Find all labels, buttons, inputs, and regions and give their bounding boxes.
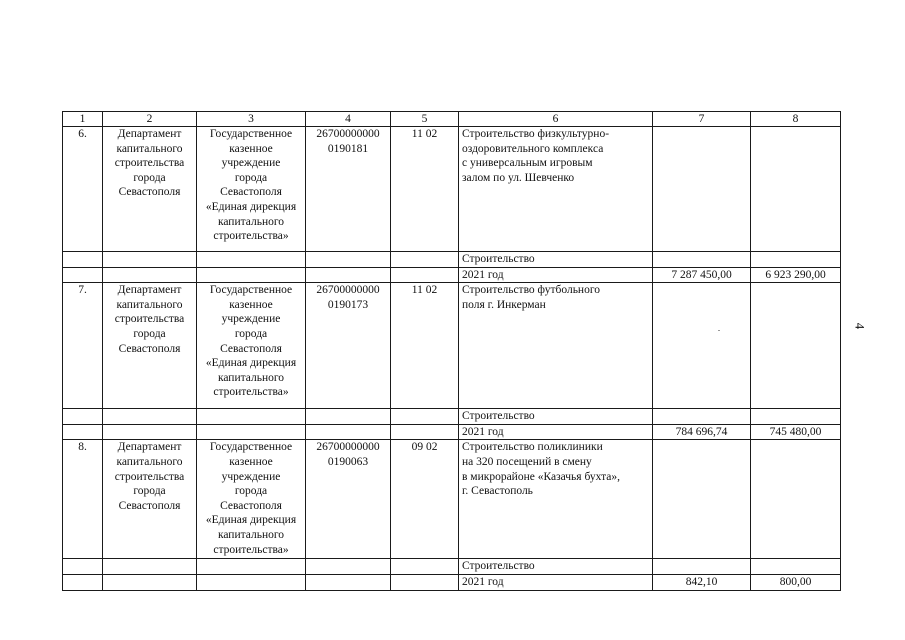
row-number: 6.: [63, 127, 103, 252]
recipient-line: Севастополя: [220, 499, 282, 512]
department-line: строительства: [114, 313, 185, 326]
code-cell: [306, 127, 391, 252]
recipient-line: города: [234, 485, 268, 498]
empty-cell: [63, 409, 103, 425]
recipient-line: казенное: [229, 455, 273, 468]
code-line: 0190173: [327, 298, 369, 311]
empty-cell: [306, 267, 391, 283]
object-cell: [459, 127, 653, 252]
object-line: с универсальным игровым: [462, 157, 593, 170]
empty-cell: [391, 252, 459, 268]
empty-cell: [103, 267, 197, 283]
empty-cell: [751, 559, 841, 575]
recipient-line: «Единая дирекция: [205, 200, 297, 213]
table-row: [63, 424, 841, 440]
code-line: 0190181: [327, 142, 369, 155]
empty-cell: [63, 267, 103, 283]
table-row: [63, 283, 841, 409]
object-line: поля г. Инкерман: [462, 298, 546, 311]
object-line: залом по ул. Шевченко: [462, 171, 575, 184]
table-row: [63, 574, 841, 590]
header-col-5: 5: [391, 112, 459, 127]
amount-col8-empty: [751, 283, 841, 409]
work-type-cell: Строительство: [459, 409, 653, 425]
empty-cell: [391, 267, 459, 283]
recipient-line: «Единая дирекция: [205, 357, 297, 370]
empty-cell: [197, 559, 306, 575]
recipient-cell: [197, 127, 306, 252]
recipient-line: капитального: [217, 371, 285, 384]
department-line: Департамент: [117, 284, 182, 297]
header-col-1: 1: [63, 112, 103, 127]
amount-col7: 7 287 450,00: [653, 267, 751, 283]
empty-cell: [391, 574, 459, 590]
table-row: [63, 252, 841, 268]
amount-col7-empty: [653, 440, 751, 559]
department-line: города: [133, 171, 166, 184]
amount-col7: 842,10: [653, 574, 751, 590]
department-cell: [103, 440, 197, 559]
recipient-line: города: [234, 327, 268, 340]
section-cell: 11 02: [391, 283, 459, 409]
code-cell: [306, 440, 391, 559]
object-line: г. Севастополь: [462, 485, 533, 498]
department-line: города: [133, 485, 166, 498]
department-cell: [103, 283, 197, 409]
recipient-line: города: [234, 171, 268, 184]
recipient-line: Государственное: [209, 128, 293, 140]
empty-cell: [103, 574, 197, 590]
empty-cell: [197, 409, 306, 425]
table-row: [63, 559, 841, 575]
recipient-line: строительства»: [213, 386, 289, 399]
empty-cell: [306, 424, 391, 440]
empty-cell: [197, 424, 306, 440]
recipient-line: Севастополя: [220, 186, 282, 199]
row-number: 7.: [63, 283, 103, 409]
department-line: капитального: [116, 455, 183, 468]
code-line: 26700000000: [316, 441, 380, 454]
header-col-2: 2: [103, 112, 197, 127]
recipient-line: учреждение: [221, 313, 281, 326]
empty-cell: [197, 267, 306, 283]
code-line: 26700000000: [316, 284, 380, 297]
year-cell: 2021 год: [459, 267, 653, 283]
table-row: [63, 440, 841, 559]
department-line: Департамент: [117, 441, 182, 454]
empty-cell: [103, 409, 197, 425]
recipient-line: «Единая дирекция: [205, 514, 297, 527]
scan-speck: [718, 330, 720, 331]
recipient-line: учреждение: [221, 470, 281, 483]
code-line: 26700000000: [316, 128, 380, 140]
empty-cell: [197, 252, 306, 268]
recipient-line: капитального: [217, 215, 285, 228]
object-line: на 320 посещений в смену: [462, 455, 592, 468]
work-type-cell: Строительство: [459, 559, 653, 575]
empty-cell: [391, 559, 459, 575]
department-line: Севастополя: [118, 342, 181, 355]
department-line: города: [133, 327, 166, 340]
table-row: [63, 409, 841, 425]
recipient-line: Севастополя: [220, 342, 282, 355]
recipient-line: капитального: [217, 528, 285, 541]
amount-col8: 800,00: [751, 574, 841, 590]
object-line: Строительство поликлиники: [462, 441, 603, 454]
year-cell: 2021 год: [459, 574, 653, 590]
header-col-3: 3: [197, 112, 306, 127]
amount-col7-empty: [653, 127, 751, 252]
department-line: капитального: [116, 142, 183, 155]
object-cell: [459, 283, 653, 409]
object-line: в микрорайоне «Казачья бухта»,: [462, 470, 620, 483]
department-line: Севастополя: [118, 499, 181, 512]
object-line: Строительство футбольного: [462, 284, 601, 297]
empty-cell: [391, 424, 459, 440]
budget-table: [62, 111, 841, 591]
empty-cell: [653, 409, 751, 425]
object-cell: [459, 440, 653, 559]
empty-cell: [391, 409, 459, 425]
page-number: 4: [852, 322, 868, 330]
empty-cell: [103, 424, 197, 440]
empty-cell: [751, 252, 841, 268]
empty-cell: [306, 559, 391, 575]
empty-cell: [103, 252, 197, 268]
empty-cell: [63, 252, 103, 268]
header-col-7: 7: [653, 112, 751, 127]
department-line: строительства: [114, 157, 185, 170]
recipient-line: казенное: [229, 298, 273, 311]
amount-col7: 784 696,74: [653, 424, 751, 440]
department-cell: [103, 127, 197, 252]
recipient-cell: [197, 283, 306, 409]
empty-cell: [103, 559, 197, 575]
header-col-4: 4: [306, 112, 391, 127]
year-cell: 2021 год: [459, 424, 653, 440]
section-cell: 11 02: [391, 127, 459, 252]
department-line: Севастополя: [118, 186, 181, 199]
header-col-6: 6: [459, 112, 653, 127]
empty-cell: [63, 424, 103, 440]
table-row: [63, 267, 841, 283]
object-line: Строительство физкультурно-: [462, 128, 610, 140]
code-cell: [306, 283, 391, 409]
department-line: строительства: [114, 470, 185, 483]
department-line: Департамент: [117, 128, 182, 140]
recipient-line: строительства»: [213, 543, 289, 556]
recipient-line: казенное: [229, 142, 273, 155]
recipient-line: Государственное: [209, 284, 293, 297]
empty-cell: [751, 409, 841, 425]
empty-cell: [653, 559, 751, 575]
table-row: [63, 127, 841, 252]
amount-col7-empty: [653, 283, 751, 409]
header-row: [63, 112, 841, 127]
empty-cell: [653, 252, 751, 268]
section-cell: 09 02: [391, 440, 459, 559]
header-col-8: 8: [751, 112, 841, 127]
amount-col8-empty: [751, 440, 841, 559]
recipient-cell: [197, 440, 306, 559]
recipient-line: Государственное: [209, 441, 293, 454]
row-number: 8.: [63, 440, 103, 559]
empty-cell: [306, 252, 391, 268]
object-line: оздоровительного комплекса: [462, 142, 604, 155]
empty-cell: [63, 559, 103, 575]
empty-cell: [306, 409, 391, 425]
work-type-cell: Строительство: [459, 252, 653, 268]
recipient-line: учреждение: [221, 157, 281, 170]
recipient-line: строительства»: [213, 230, 289, 243]
empty-cell: [306, 574, 391, 590]
code-line: 0190063: [327, 455, 369, 468]
department-line: капитального: [116, 298, 183, 311]
empty-cell: [197, 574, 306, 590]
amount-col8-empty: [751, 127, 841, 252]
empty-cell: [63, 574, 103, 590]
amount-col8: 745 480,00: [751, 424, 841, 440]
amount-col8: 6 923 290,00: [751, 267, 841, 283]
